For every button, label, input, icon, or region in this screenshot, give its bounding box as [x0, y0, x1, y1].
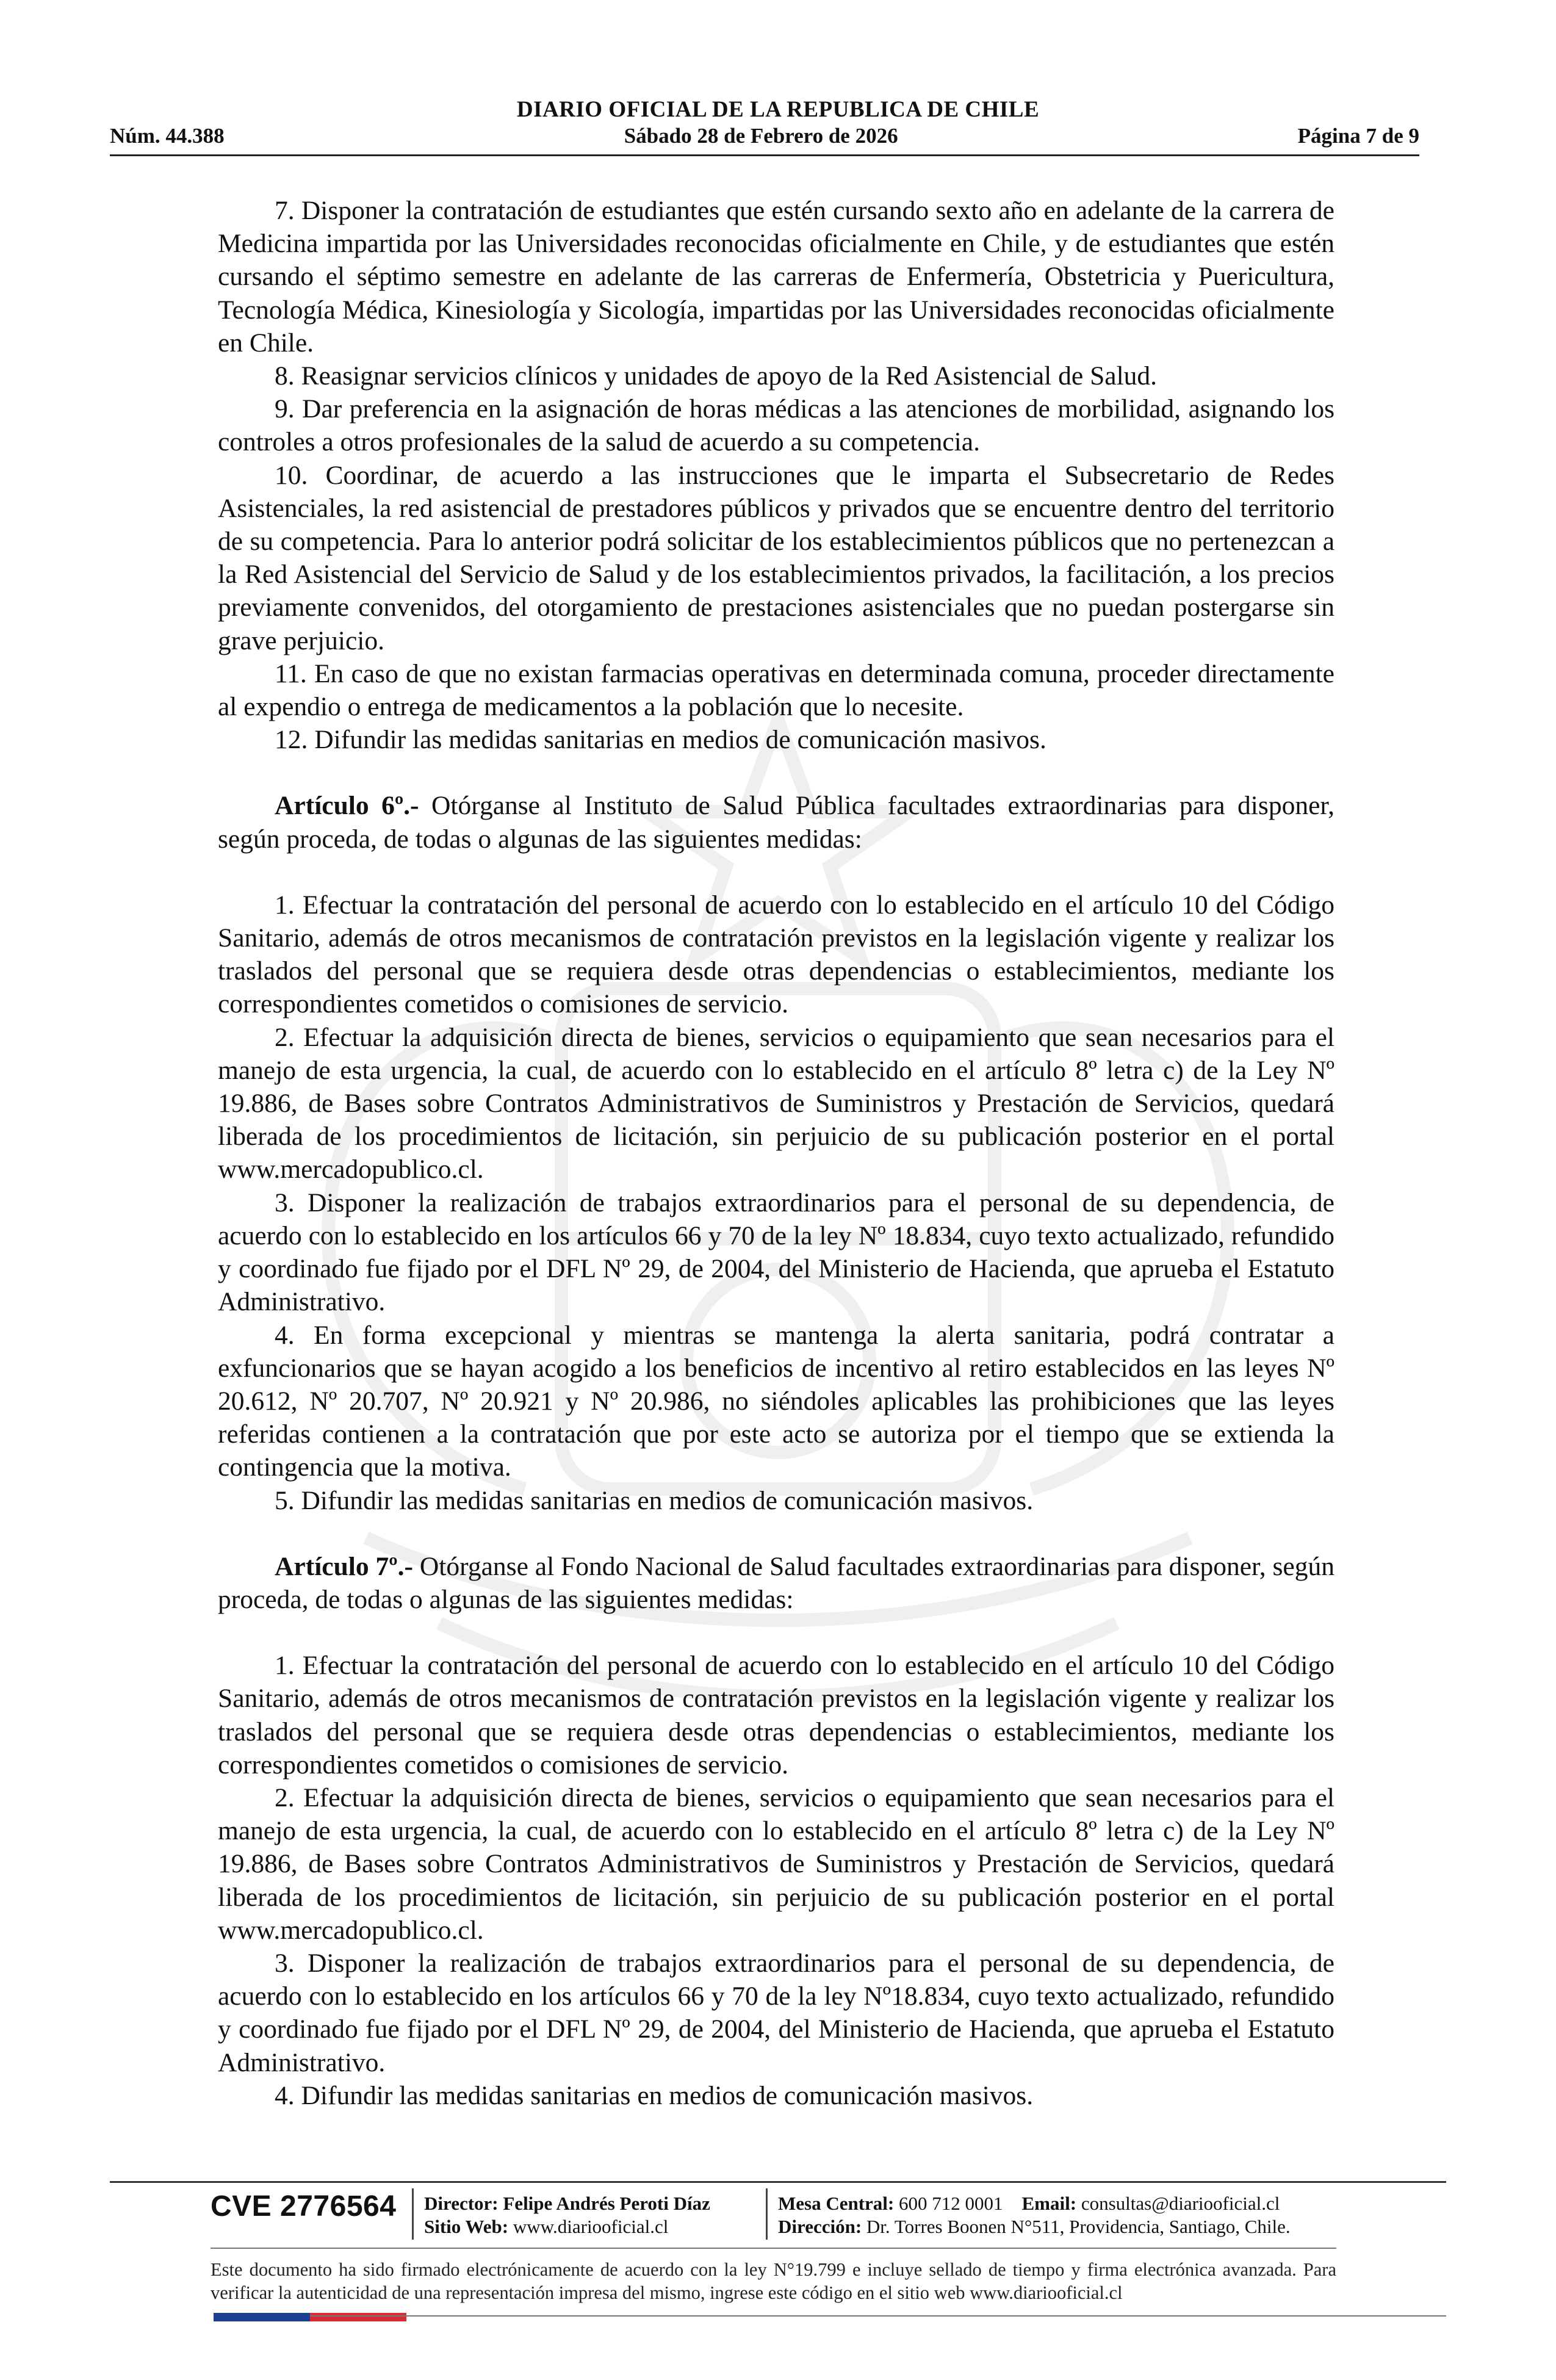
article-6-item: 4. En forma excepcional y mientras se mantenga la alerta sanitaria, podrá contratar a exfuncionarios que se hayan acogido a los beneficios de incentivo al retiro establecidos en las leyes Nº 20.612, Nº 20.707, Nº 20.921 y Nº 20.986, no siéndoles aplicables las prohibiciones que las leyes referidas contienen a la contratación que por este acto se autoriza por el tiempo que se extienda la contingencia que la motiva. [218, 1320, 1334, 1482]
article-7 [218, 1550, 1334, 1616]
paragraph: 10. Coordinar, de acuerdo a las instrucciones que le imparta el Subsecretario de Redes Asistenciales, la red asistencial de prestadores públicos y privados que se encuentre dentro del territorio de su competencia. Para lo anterior podrá solicitar de los establecimientos públicos que no pertenezcan a la Red Asistencial del Servicio de Salud y de los establecimientos privados, la facilitación, a los precios previamente convenidos, del otorgamiento de prestaciones asistenciales que no puedan postergarse sin grave perjuicio. [218, 460, 1334, 655]
mesa-label: Mesa Central: [778, 2193, 895, 2214]
article-6-item: 5. Difundir las medidas sanitarias en medios de comunicación masivos. [275, 1485, 1034, 1515]
paragraph: 7. Disponer la contratación de estudiantes que estén cursando sexto año en adelante de la carrera de Medicina impartida por las Universidades reconocidas oficialmente en Chile, y de estudiantes que estén cursando el séptimo semestre en adelante de las carreras de Enfermería, Obstetricia y Puericultura, Tecnología Médica, Kinesiología y Sicología, impartidas por las Universidades reconocidas oficialmente en Chile. [218, 196, 1334, 358]
document-body [218, 194, 1334, 2112]
website-label: Sitio Web: [424, 2216, 509, 2237]
gazette-title: DIARIO OFICIAL DE LA REPUBLICA DE CHILE [516, 97, 1040, 122]
footer-bottom-rule [310, 2315, 1446, 2317]
article-7-intro: Otórganse al Fondo Nacional de Salud facultades extraordinarias para disponer, según proceda, de todas o algunas de las siguientes medidas: [218, 1551, 1334, 1614]
article-6-item: 3. Disponer la realización de trabajos extraordinarios para el personal de su dependencia, de acuerdo con lo establecido en los artículos 66 y 70 de la ley Nº 18.834, cuyo texto actualizado, refundido y coordinado fue fijado por el DFL Nº 29, de 2004, del Ministerio de Hacienda, que aprueba el Estatuto Administrativo. [218, 1188, 1334, 1317]
header-divider [110, 154, 1419, 156]
footer-divider [110, 2181, 1446, 2183]
website-link[interactable]: www.diariooficial.cl [513, 2216, 669, 2237]
footer-separator [412, 2188, 414, 2240]
signature-note: Este documento ha sido firmado electrónicamente de acuerdo con la ley N°19.799 e incluye sellado de tiempo y firma electrónica avanzada. Para verificar la autenticidad de una representación impresa del mismo, ingrese este código en el sitio web www.diariooficial.cl [211, 2259, 1336, 2303]
director-name: Felipe Andrés Peroti Díaz [503, 2193, 710, 2214]
article-6-item: 1. Efectuar la contratación del personal de acuerdo con lo establecido en el artículo 10 del Código Sanitario, además de otros mecanismos de contratación previstos en la legislación vigente y realizar los traslados del personal que se requiera desde otras dependencias o establecimientos, mediante los correspondientes cometidos o comisiones de servicio. [218, 890, 1334, 1019]
article-6-heading: Artículo 6º.- [275, 791, 419, 821]
article-7-item: 4. Difundir las medidas sanitarias en medios de comunicación masivos. [275, 2080, 1034, 2110]
mesa-phone: 600 712 0001 [899, 2193, 1003, 2214]
email-label: Email: [1021, 2193, 1077, 2214]
article-6-item: 2. Efectuar la adquisición directa de bienes, servicios o equipamiento que sean necesarios para el manejo de esta urgencia, la cual, de acuerdo con lo establecido en el artículo 8º letra c) de la Ley Nº 19.886, de Bases sobre Contratos Administrativos de Suministros y Prestación de Servicios, quedará liberada de los procedimientos de licitación, sin perjuicio de su publicación posterior en el portal www.mercadopublico.cl. [218, 1022, 1334, 1185]
issue-date: Sábado 28 de Febrero de 2026 [624, 124, 898, 148]
footer-divider [211, 2248, 1336, 2249]
director-label: Director: [424, 2193, 499, 2214]
article-7-item: 2. Efectuar la adquisición directa de bienes, servicios o equipamiento que sean necesarios para el manejo de esta urgencia, la cual, de acuerdo con lo establecido en el artículo 8º letra c) de la Ley Nº 19.886, de Bases sobre Contratos Administrativos de Suministros y Prestación de Servicios, quedará liberada de los procedimientos de licitación, sin perjuicio de su publicación posterior en el portal www.mercadopublico.cl. [218, 1783, 1334, 1945]
address-label: Dirección: [778, 2216, 862, 2237]
paragraph: 11. En caso de que no existan farmacias operativas en determinada comuna, proceder directamente al expendio o entrega de medicamentos a la población que lo necesite. [218, 658, 1334, 722]
page-number: Página 7 de 9 [1297, 124, 1419, 148]
email-link[interactable]: consultas@diariooficial.cl [1081, 2193, 1280, 2214]
header-row [110, 124, 1419, 148]
paragraph: 9. Dar preferencia en la asignación de horas médicas a las atenciones de morbilidad, asignando los controles a otros profesionales de la salud de acuerdo a su competencia. [218, 394, 1334, 457]
flag-bar [214, 2313, 406, 2321]
paragraph: 12. Difundir las medidas sanitarias en medios de comunicación masivos. [275, 725, 1046, 755]
cve-code: CVE 2776564 [211, 2190, 397, 2223]
issue-number: Núm. 44.388 [110, 124, 225, 148]
article-6-intro: Otórganse al Instituto de Salud Pública facultades extraordinarias para disponer, según proceda, de todas o algunas de las siguientes medidas: [218, 791, 1334, 854]
article-7-heading: Artículo 7º.- [275, 1551, 413, 1581]
flag-blue-stripe [214, 2313, 310, 2321]
address-value: Dr. Torres Boonen N°511, Providencia, Santiago, Chile. [866, 2216, 1291, 2237]
article-7-item: 3. Disponer la realización de trabajos extraordinarios para el personal de su dependencia, de acuerdo con lo establecido en los artículos 66 y 70 de la ley Nº18.834, cuyo texto actualizado, refundido y coordinado fue fijado por el DFL Nº 29, de 2004, del Ministerio de Hacienda, que aprueba el Estatuto Administrativo. [218, 1948, 1334, 2077]
paragraph: 8. Reasignar servicios clínicos y unidades de apoyo de la Red Asistencial de Salud. [275, 361, 1158, 391]
article-7-item: 1. Efectuar la contratación del personal de acuerdo con lo establecido en el artículo 10 del Código Sanitario, además de otros mecanismos de contratación previstos en la legislación vigente y realizar los traslados del personal que se requiera desde otras dependencias o establecimientos, mediante los correspondientes cometidos o comisiones de servicio. [218, 1651, 1334, 1780]
footer-director-block [424, 2192, 710, 2238]
footer-separator [766, 2188, 768, 2240]
footer-contact-block [778, 2192, 1291, 2238]
flag-red-stripe [310, 2313, 406, 2321]
article-6 [218, 789, 1334, 855]
